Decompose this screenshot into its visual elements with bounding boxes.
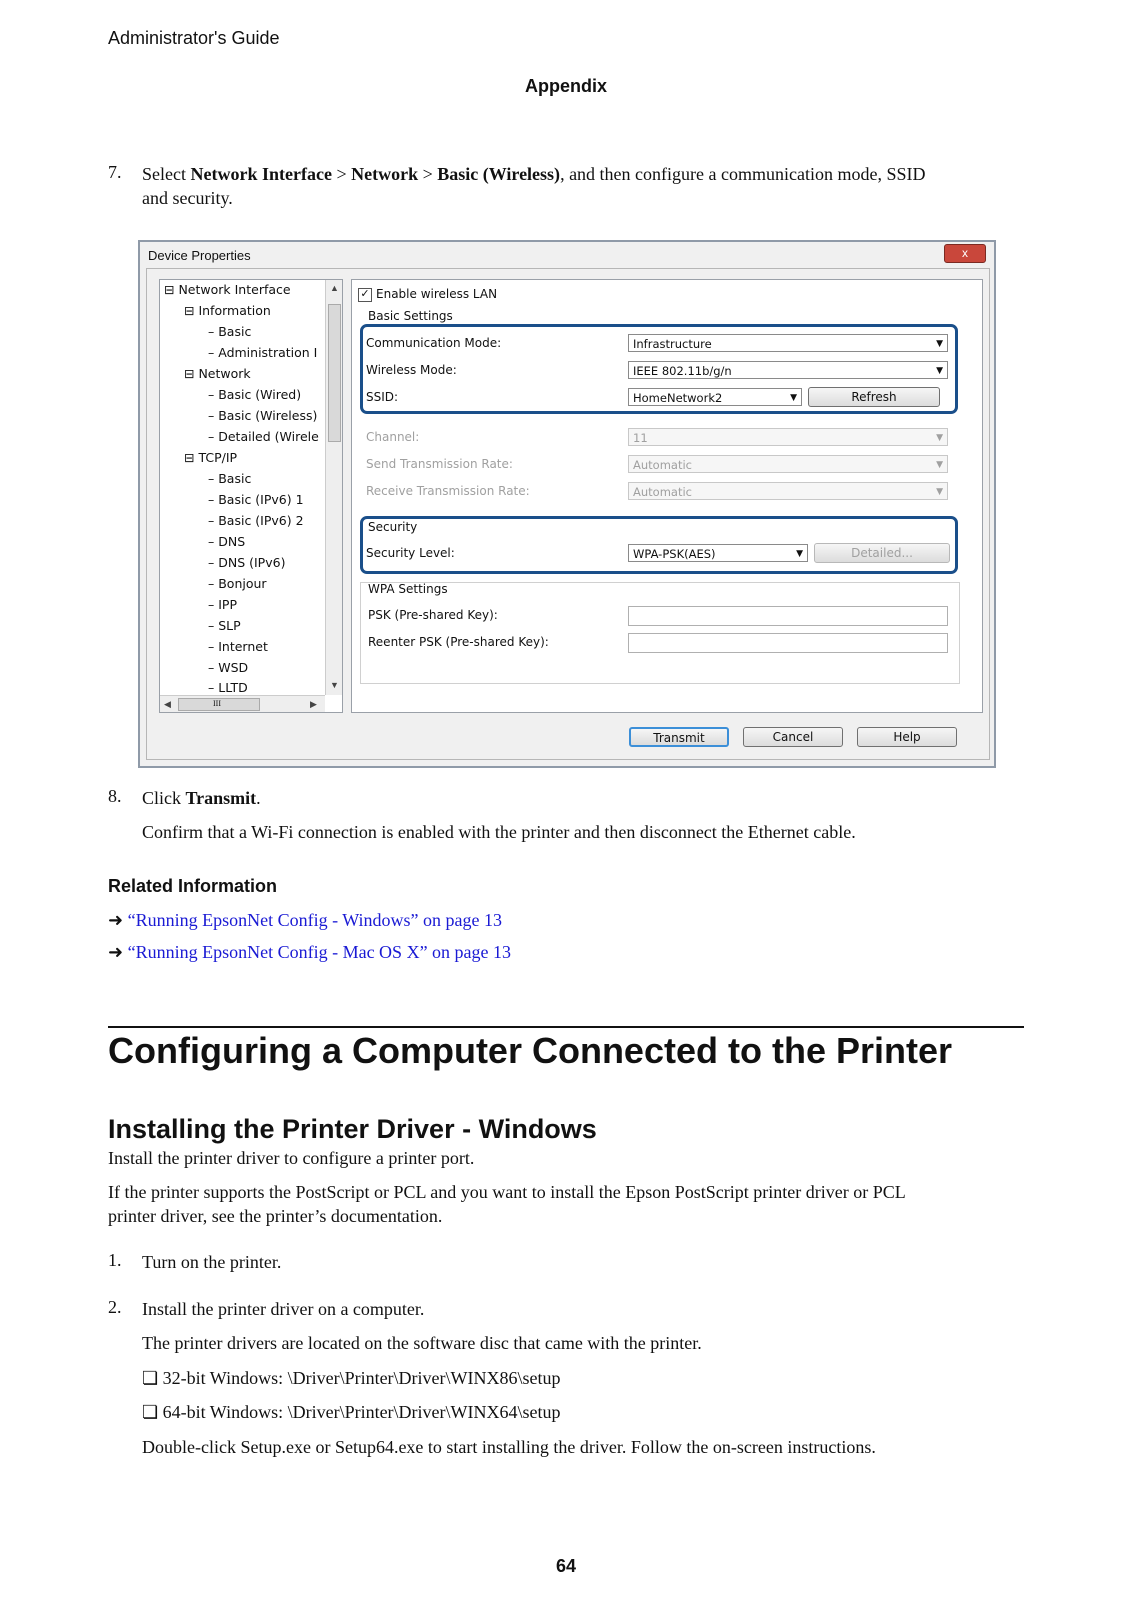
basic-settings-heading: Basic Settings <box>368 309 453 323</box>
tree-item[interactable]: – Bonjour <box>208 576 267 591</box>
related-information-heading: Related Information <box>108 876 278 896</box>
tree-item[interactable]: – LLTD <box>208 680 248 695</box>
step8-text: Click Transmit. <box>142 788 261 808</box>
tree-item[interactable]: – Administration I <box>208 345 318 360</box>
running-header: Administrator's Guide <box>108 28 280 48</box>
tree-item[interactable]: – Basic (IPv6) 1 <box>208 492 304 507</box>
tree-item[interactable]: – DNS <box>208 534 246 549</box>
tree-vertical-scrollbar[interactable] <box>325 280 342 695</box>
dropdown-arrow-icon: ▼ <box>936 433 943 443</box>
section-divider <box>108 1026 1024 1028</box>
psk-label: PSK (Pre-shared Key): <box>368 608 498 622</box>
scroll-grip: III <box>213 699 221 708</box>
wireless-mode-label: Wireless Mode: <box>366 363 457 377</box>
tree-item[interactable]: – Basic <box>208 471 252 486</box>
tree-item[interactable]: – Basic (Wired) <box>208 387 302 402</box>
security-level-select[interactable]: WPA-PSK(AES) ▼ <box>628 544 808 562</box>
tree-horizontal-scrollbar[interactable] <box>160 695 325 712</box>
step-number: 1. <box>108 1250 122 1270</box>
send-rate-label: Send Transmission Rate: <box>366 457 513 471</box>
tree-item-selected[interactable]: – Basic (Wireless) <box>208 408 318 423</box>
arrow-right-icon: ➜ <box>108 910 124 930</box>
related-link-mac[interactable]: “Running EpsonNet Config - Mac OS X” on page 13 <box>127 942 512 962</box>
tree-item[interactable]: – Detailed (Wirele <box>208 429 319 444</box>
intro-text: Install the printer driver to configure a printer port. <box>108 1148 475 1168</box>
enable-wireless-checkbox[interactable]: ✓ <box>358 288 372 302</box>
channel-label: Channel: <box>366 430 420 444</box>
step1-text: Turn on the printer. <box>142 1252 282 1272</box>
arrow-right-icon: ➜ <box>108 942 124 962</box>
scroll-up-icon[interactable]: ▲ <box>330 283 339 293</box>
send-rate-select[interactable]: Automatic ▼ <box>628 455 948 473</box>
scroll-thumb[interactable] <box>178 698 260 711</box>
bullet-item: ❏ 32-bit Windows: \Driver\Printer\Driver\WINX86\setup <box>142 1368 561 1388</box>
settings-tree <box>159 279 343 713</box>
related-link-windows[interactable]: “Running EpsonNet Config - Windows” on page 13 <box>127 910 502 930</box>
dropdown-arrow-icon: ▼ <box>936 487 943 497</box>
tree-item[interactable]: – WSD <box>208 660 249 675</box>
checkbox-bullet-icon: ❏ <box>142 1368 159 1388</box>
enable-wireless-label: Enable wireless LAN <box>376 287 498 301</box>
tree-item[interactable]: ⊟ Information <box>184 303 271 318</box>
cancel-button[interactable]: Cancel <box>743 727 843 747</box>
tree-item[interactable]: – Internet <box>208 639 268 654</box>
related-link-row <box>108 908 502 932</box>
dropdown-arrow-icon: ▼ <box>790 393 797 403</box>
double-click-instructions: Double-click Setup.exe or Setup64.exe to start installing the driver. Follow the on-screen instructions. <box>142 1437 876 1457</box>
section-title: Appendix <box>524 76 607 96</box>
dialog-body <box>146 268 990 760</box>
bullet-item: ❏ 64-bit Windows: \Driver\Printer\Driver\WINX64\setup <box>142 1402 561 1422</box>
wireless-mode-select[interactable]: IEEE 802.11b/g/n ▼ <box>628 361 948 379</box>
settings-panel <box>351 279 983 713</box>
drivers-location-text: The printer drivers are located on the software disc that came with the printer. <box>142 1333 702 1353</box>
close-icon[interactable]: x <box>944 244 986 263</box>
dropdown-arrow-icon: ▼ <box>936 366 943 376</box>
psk-input[interactable] <box>628 606 948 626</box>
step-number: 2. <box>108 1297 122 1317</box>
step-number: 8. <box>108 786 122 806</box>
detailed-button[interactable]: Detailed... <box>814 543 950 563</box>
step8-confirm: Confirm that a Wi-Fi connection is enabled with the printer and then disconnect the Ethernet cable. <box>142 822 856 842</box>
dropdown-arrow-icon: ▼ <box>796 549 803 559</box>
tree-item[interactable]: – Basic <box>208 324 252 339</box>
receive-rate-label: Receive Transmission Rate: <box>366 484 530 498</box>
step2-text: Install the printer driver on a computer. <box>142 1299 425 1319</box>
scroll-right-icon[interactable]: ▶ <box>310 699 317 709</box>
receive-rate-select[interactable]: Automatic ▼ <box>628 482 948 500</box>
subsection-heading: Installing the Printer Driver - Windows <box>108 1114 597 1144</box>
section-heading: Configuring a Computer Connected to the Printer <box>108 1030 952 1071</box>
step7-text: Select Network Interface > Network > Basic (Wireless), and then configure a communication mode, SSID and security. <box>142 164 926 208</box>
device-properties-dialog <box>138 240 996 768</box>
scroll-thumb[interactable] <box>328 304 341 442</box>
communication-mode-select[interactable]: Infrastructure ▼ <box>628 334 948 352</box>
ssid-label: SSID: <box>366 390 399 404</box>
wpa-settings-heading: WPA Settings <box>368 582 448 596</box>
tree-item[interactable]: – SLP <box>208 618 241 633</box>
tree-item[interactable]: ⊟ Network <box>184 366 251 381</box>
refresh-button[interactable]: Refresh <box>808 387 940 407</box>
tree-item[interactable]: – DNS (IPv6) <box>208 555 286 570</box>
tree-item[interactable]: ⊟ TCP/IP <box>184 450 238 465</box>
security-heading: Security <box>368 520 418 534</box>
tree-item[interactable]: – IPP <box>208 597 237 612</box>
tree-item[interactable]: ⊟ Network Interface <box>164 282 291 297</box>
step-number: 7. <box>108 162 122 182</box>
security-level-label: Security Level: <box>366 546 455 560</box>
scroll-left-icon[interactable]: ◀ <box>164 699 171 709</box>
communication-mode-label: Communication Mode: <box>366 336 502 350</box>
channel-select[interactable]: 11 ▼ <box>628 428 948 446</box>
help-button[interactable]: Help <box>857 727 957 747</box>
checkbox-bullet-icon: ❏ <box>142 1402 159 1422</box>
page-number: 64 <box>555 1556 577 1576</box>
reenter-psk-label: Reenter PSK (Pre-shared Key): <box>368 635 549 649</box>
tree-item[interactable]: – Basic (IPv6) 2 <box>208 513 304 528</box>
transmit-button[interactable]: Transmit <box>629 727 729 747</box>
dropdown-arrow-icon: ▼ <box>936 339 943 349</box>
scroll-down-icon[interactable]: ▼ <box>330 680 339 690</box>
dialog-title: Device Properties <box>148 248 251 263</box>
dropdown-arrow-icon: ▼ <box>936 460 943 470</box>
postscript-note: If the printer supports the PostScript or PCL and you want to install the Epson PostScript printer driver or PCL printer driver, see the printer’s documentation. <box>108 1182 906 1226</box>
related-link-row <box>108 940 511 964</box>
reenter-psk-input[interactable] <box>628 633 948 653</box>
ssid-select[interactable]: HomeNetwork2 ▼ <box>628 388 802 406</box>
